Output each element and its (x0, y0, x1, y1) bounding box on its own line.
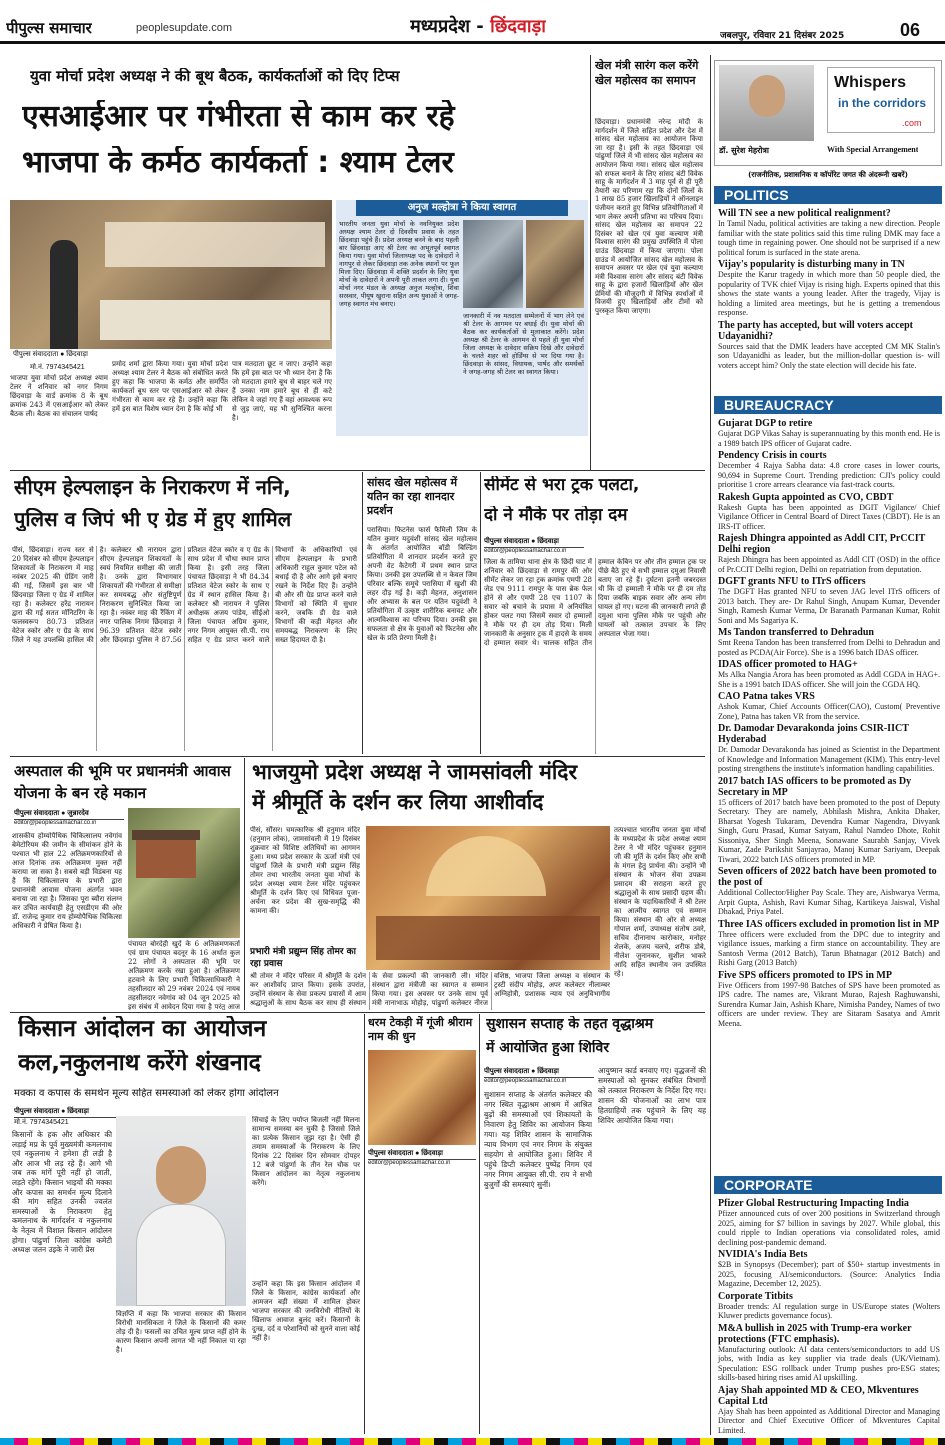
kisan-headline-2: कल,नकुलनाथ करेंगे शंखनाद (18, 1050, 261, 1076)
news-item-text: Ms Alka Nangia Arora has been promoted as Addl CGDA in HAG+. She is a 1991 batch IDAS officer. She will join the CGDA HQ. (718, 670, 940, 689)
corporate-section (714, 1176, 942, 1438)
news-item-text: Three officers were excluded from the DPC due to integrity and vigilance issues, marking a firm stance on accountability. They are Santosh Verma (2012 Batch), Tarun Bhatnagar (2012 Batch) and Rishi Garg (2013 Batch) (718, 929, 940, 967)
column-brand-box (827, 67, 935, 133)
news-item-heading: Gujarat DGP to retire (718, 418, 813, 429)
politics-items (714, 204, 942, 370)
portrait-head (156, 1146, 206, 1204)
news-item-heading: NVIDIA's India Bets (718, 1249, 808, 1260)
news-item-heading: Rajesh Dhingra appointed as Addl CIT, PrCCIT Delhi region (718, 533, 926, 555)
mandir-headline-1: भाजयुमो प्रदेश अध्यक्ष ने जामसांवली मंदिर (252, 760, 578, 784)
kisan-body-3: सिंचाई के लिए पर्याप्त बिजली नहीं मिलना सामान्य समस्या बन चुकी है जिससे जिले का प्रत्येक किसान जूझ रहा है। ऐसी ही तमाम समस्याओं के निराकरण के लिए दिनांक 22 दिसंबर दिन सोमवार दोपहर 12 बजे पांढुर्णा के तीन रेल चौक पर किसान आंदोलन का नेतृत्व नकुलनाथ करेंगे। (252, 1116, 360, 1187)
sidebar-photo-2 (526, 220, 584, 308)
section-state: मध्यप्रदेश (410, 16, 471, 37)
mandir-body-2: श्री तोमर ने मंदिर परिसर में श्रीमूर्ति के दर्शन कर आशीर्वाद प्राप्त किया। इसके उपरांत, उन्होंने संस्थान के सेवा प्रकल्प प्रयासों में आम श्रद्धालुओं के साथ बैठक कर साथ ही संस्थान के सेवा प्रकल्पों की जानकारी ली। मंदिर संस्थान द्वारा मंत्रीजी का स्वागत व सम्मान किया गया। इस अवसर पर उनके साथ पूर्व मंत्री नानाभाऊ मोहोड़, पांढुर्णा कलेक्टर नीरज वशिष्ठ, भाजपा जिला अध्यक्ष व संस्थान के ट्रस्टी संदीप मोहोड़, अपर कलेक्टर नीलाम्बर अग्निहोत्री, प्रशासक न्याय एवं अनुविभागीय (250, 972, 610, 1007)
news-item-heading: Dr. Damodar Devarakonda joins CSIR-IICT Hyderabad (718, 723, 909, 745)
lead-headline-1: एसआईआर पर गंभीरता से काम कर रहे (22, 100, 455, 134)
news-item-text: Rakesh Gupta has been appointed as DGIT Vigilance/ Chief Vigilance Officer in Central Board of Direct Taxes (CBDT). He is an IRS-IT officer. (718, 502, 940, 531)
politics-title: POLITICS (714, 186, 942, 204)
news-item-heading: Vijay's popularity is disturbing many in TN (718, 259, 905, 270)
news-item-heading: Ms Tandon transferred to Dehradun (718, 627, 874, 638)
ashram-body-2: आयुष्मान कार्ड बनवाए गए। वृद्धजनों की समस्याओं को सुनकर संबंधित विभागों को तत्काल निराकरण के निर्देश दिए गए। शासन की योजनाओं का लाभ पात्र हितग्राहियों तक पहुंचाने के लिए यह शिविर आयोजित किया गया। (598, 1066, 706, 1125)
dharam-headline: धरम टेकड़ी में गूंजी श्रीराम नाम की धुन (368, 1016, 473, 1043)
truck-headline-2: दो ने मौके पर तोड़ा दम (484, 506, 628, 525)
news-item-heading: Corporate Titbits (718, 1290, 793, 1302)
corporate-title: CORPORATE (714, 1176, 942, 1194)
news-item-text: Manufacturing outlook: AI data centers/semiconductors to add US jobs, with India as key supplier via trade deals (UK/Vietnam). Speculation: ESG rollback under Trump pushes pro-ESG states; skills-based hiring rises amid AI upskilling. (718, 1344, 940, 1382)
cm-headline-2: पुलिस व जिपं भी ए ग्रेड में हुए शामिल (14, 508, 292, 531)
truck-byline: पीपुल्स संवाददाता ● छिंदवाड़ा (484, 536, 584, 548)
lead-body-col3: पात्र मतदाता छूट न जाए। उन्होंने कहा कि हमें इस बात पर भी ध्यान देना है कि जो मतदाता हमारे बूथ से बाहर चले गए हैं उनका नाम हमारे बूथ से ही कटे लेकिन वे जहां गए हैं वहां आवश्यक रूप से जुड़ जाएं, यह भी सुनिश्चित करना है। (232, 360, 332, 422)
news-item-heading: CAO Patna takes VRS (718, 691, 815, 702)
house-roof (132, 830, 200, 840)
sidebar-head: अनुज मल्होत्रा ने किया स्वागत (356, 200, 568, 216)
news-item-text: Rajesh Dhingra has been appointed as Addl CIT (OSD) in the office of Pr.CCIT Delhi region, Delhi on repatriation from deputation. (718, 555, 940, 574)
news-item-heading: M&A bullish in 2025 with Trump-era worker protections (FTC emphasis). (718, 1322, 912, 1345)
cm-headline-1: सीएम हेल्पलाइन के निराकरण में ननि, (14, 476, 291, 499)
news-item-text: Additional Collector/Higher Pay Scale. They are, Aishwarya Verma, Arpit Gupta, Ashish, Ravi Kumar Sihag, Kartikeya Jaiswal, Vishal Dhakad, Priya Patel. (718, 888, 940, 916)
kisan-photo (116, 1116, 246, 1306)
cm-body: पीसं, छिंदवाड़ा। राज्य स्तर से 20 दिसंबर को सीएम हेल्पलाइन शिकायतों के निराकरण में माह नवंबर 2025 की ग्रेडिंग जारी की गई, जिसमें इस बार भी छिंदवाड़ा जिला ए ग्रेड में शामिल रहा है। कलेक्टर हरेंद्र नारायन द्वारा की गई सतत मॉनिटरिंग के फलस्वरूप 80.73 प्रतिशत वेटेज स्कोर और ए ग्रेड के साथ जिले ने यह उपलब्धि हासिल की है। कलेक्टर श्री नारायन द्वारा सीएम हेल्पलाइन शिकायतों के स्वयं नियमित समीक्षा की जाती है। उनके द्वारा विभागवार शिकायतों की गंभीरता से समीक्षा कर समयबद्ध और संतुष्टिपूर्ण निराकरण सुनिश्चित किया जा रहा है। नवंबर माह की रैंकिंग में नगर पालिक निगम छिंदवाड़ा ने 96.39 प्रतिशत वेटेज स्कोर और छिंदवाड़ा पुलिस ने 87.56 प्रतिशत वेटेज स्कोर व ए ग्रेड के साथ प्रदेश में चौथा स्थान प्राप्त किया है। इसी तरह जिला पंचायत छिंदवाड़ा ने भी 84.34 प्रतिशत वेटेज स्कोर के साथ ए ग्रेड में स्थान हासिल किया है। कलेक्टर श्री नारायन ने पुलिस अधीक्षक अजय पांडेय, सीईओ जिला पंचायत अग्रिम कुमार, नगर निगम आयुक्त सी.पी. राय सहित ए ग्रेड प्राप्त करने वाले विभागों के अधिकारियों एवं सीएम हेल्पलाइन के प्रभारी अधिकारी राहुल कुमार पटेल को बधाई दी है और आगे इसे बनाए रखने के निर्देश दिए हैं। उन्होंने बी और सी ग्रेड प्राप्त करने वाले विभागों को स्थिति में सुधार करने, जबकि डी ग्रेड वाले विभागों की कड़ी मेहनत और समयबद्ध निराकरण के लिए सख्त हिदायत दी है। (12, 546, 357, 644)
dharam-byline: पीपुल्स संवाददाता ● छिंदवाड़ा (368, 1148, 476, 1160)
sidebar-photo-1 (463, 220, 523, 308)
truck-headline-1: सीमेंट से भरा ट्रक पलटा, (484, 476, 640, 495)
section-city: छिंदवाड़ा (490, 16, 546, 37)
hospital-email[interactable]: editor@peoplessamachar.co.in (14, 820, 97, 826)
news-item-text: Despite the Karur tragedy in which more than 50 people died, the popularity of TVK chief Vijay is rising high. Experts opined that this shows the state wants a young leader. After the tragedy, Vijay is holding a limited area meetings, but he is getting a tremendous response. (718, 270, 940, 317)
news-item-heading: The party has accepted, but will voters accept Udayanidhi? (718, 319, 913, 342)
hospital-headline: अस्पताल की भूमि पर प्रधानमंत्री आवास योजना के बन रहे मकान (14, 762, 231, 802)
kisan-mobile: मो.नं. 7974345421 (14, 1119, 69, 1126)
news-item-heading: Pfizer Global Restructuring Impacting India (718, 1198, 909, 1209)
stage-banner (105, 222, 325, 267)
house-structure (136, 838, 196, 878)
ashram-email[interactable]: editor@peoplessamachar.co.in (484, 1078, 567, 1084)
lead-sidebar (336, 200, 588, 436)
news-item-heading: DGFT grants NFU to ITrS officers (718, 576, 866, 587)
hospital-byline: पीपुल्स संवाददाता ● जुन्नारदेव (14, 808, 124, 820)
hospital-photo (128, 808, 240, 938)
truck-email[interactable]: editor@peoplessamachar.co.in (484, 548, 567, 554)
section-title: मध्यप्रदेश - छिंदवाड़ा (410, 16, 546, 37)
mandir-photo (366, 826, 610, 970)
news-item-text: Gujarat DGP Vikas Sahay is superannuating by this month end. He is a 1989 batch IPS officer of Gujarat cadre. (718, 429, 940, 448)
sports-headline: खेल मंत्री सारंग कल करेंगे खेल महोत्सव का समापन (595, 59, 699, 87)
speaker-figure (50, 240, 78, 350)
news-item-text: The DGFT Has granted NFU to seven JAG level ITrS officers of 2013 batch. They are- Dr Rahul Singh, Anupam Kumar, Devender Singh, Ramesh Kumar Verma, Dr Baranath Parmanan Kumar, Rohit Soni and Ms Sagariya K. (718, 587, 940, 625)
kisan-subhead: मक्का व कपास के समर्थन मूल्य सहित समस्याओं को लेकर होगा आंदोलन (14, 1088, 279, 1099)
lead-kicker: युवा मोर्चा प्रदेश अध्यक्ष ने की बूथ बैठक, कार्यकर्ताओं को दिए टिप्स (30, 68, 400, 85)
news-item-heading: 2017 batch IAS officers to be promoted as Dy Secretary in MP (718, 775, 912, 798)
lead-photo-caption: पीपुल्स संवाददाता ● छिंदवाड़ा (10, 349, 332, 360)
dharam-photo (368, 1050, 476, 1145)
news-item-text: 15 officers of 2017 batch have been promoted to the post of Deputy Secretary. They are namely, Abhilash Mishra, Ankita Dhaker, Bharsat Yogesh Tukaram, Devendra Kumar Nagendra, Divyank Singh, Guru Prasad, Kumar Satyam, Rahul Namdeo Dhote, Rohit Sissoniya, Sher Singh Meena, Sonawane Saurabh Sanjay, Vivek Kumar, Zade Parikshit Sanjayrao, Manoj Kumar Sariyam, Deepak Tiwari, 2022 batch IAS officers promoted in MP. (718, 797, 940, 864)
column-brand-3: .com (902, 118, 922, 128)
dateline: जबलपुर, रविवार 21 दिसंबर 2025 (720, 31, 845, 41)
news-item-text: Pfizer announced cuts of over 200 positions in Switzerland through 2025, aiming for $7 billion in savings by 2027. While global, this could ripple to Indian operations via consolidated roles, amid declining post-pandemic demand. (718, 1209, 940, 1247)
ashram-headline-1: सुशासन सप्ताह के तहत वृद्धाश्रम (486, 1016, 654, 1032)
corporate-items (714, 1194, 942, 1435)
sidebar-text-1: भारतीय जनता युवा मोर्चा के नवनियुक्त प्रदेश अध्यक्ष श्याम टेलर दो दिवसीय प्रवास के तहत छिंदवाड़ा पहुंचे हैं। प्रदेश अध्यक्ष बनने के बाद पहली बार छिंदवाड़ा आए श्री टेलर का अभूतपूर्व स्वागत किया गया। युवा मोर्चा जिलाध्यक्ष पद के दावेदारों ने नागपुर से लेकर छिंदवाड़ा तक अनेक स्थानों पर फूल मिला दिए। छिंदवाड़ा में शक्ति प्रदर्शन के लिए युवा मोर्चा के दावेदारों ने अपनी पूरी ताकत लगा दी। युवा मोर्चा नगर मंडल के अध्यक्ष अनुज मल्होत्रा, शिवा सरस्वार, पीयूष खुराना सहित अन्य युवाओं ने जगह-जगह स्वागत मंच बनाए। (339, 220, 459, 308)
kisan-headline-1: किसान आंदोलन का आयोजन (18, 1016, 267, 1042)
news-item-heading: Pendency Crisis in courts (718, 450, 827, 461)
news-item-text: Five Officers from 1997-98 Batches of SPS have been promoted as IPS cadre. The names are, Vikrant Murao, Rajesh Raghuwanshi, Surendra Kumar Jain, Ashish Khare, Nimisha Pandey, Names of two officers are under review. They are Sitaram Sasatya and Amrit Meena. (718, 980, 940, 1028)
whispers-box (714, 60, 942, 166)
news-item-text: Sources said that the DMK leaders have accepted CM MK Stalin's son Udayanidhi as leader, but the million-dollar question is- will voters accept him? Only the state election will decide his fate. (718, 341, 940, 370)
bureaucracy-title: BUREAUCRACY (714, 396, 942, 414)
column-brand-2: in the corridors (838, 96, 927, 110)
paper-logo: पीपुल्स समाचार (6, 19, 92, 37)
website-link[interactable]: peoplesupdate.com (136, 22, 233, 34)
column-brand-1: Whispers (834, 74, 907, 91)
mandir-body-3: तत्पश्चात भारतीय जनता युवा मोर्चा के मध्यप्रदेश के प्रदेश अध्यक्ष श्याम टेलर ने भी मंदिर पहुंचकर हनुमान जी की मूर्ति के दर्शन किए और सभी के मंगल हेतु प्रार्थना की। उन्होंने भी संस्थान के भोजन सेवा उपक्रम प्रसादम की सराहना करते हुए श्रद्धालुओं के साथ प्रसादी ग्रहण की। संस्थान के पदाधिकारियों ने श्री टेलर का आत्मीय स्वागत एवं सम्मान किया। संस्थान की ओर से अध्यक्ष गोपाल शर्मा, उपाध्यक्ष संतोष ठवरे, सचिव दीनानाथ कारोकार, मनोहर शेलके, अजय चलचे, शरीफ डोबे, नीलेश जुनानकर, सुशील भाकरे आदि सहित स्थानीय जन उपस्थित रहे। (614, 826, 706, 978)
politics-section (714, 186, 942, 396)
lead-body-col2: प्रमोद शर्मा द्वारा किया गया। युवा मोर्चा प्रदेश अध्यक्ष श्याम टेलर ने बैठक को संबोधित करते हुए कहा कि भाजपा के कर्मठ और समर्पित कार्यकर्ता बूथ स्तर पर एसआईआर को लेकर गंभीरता से काम कर रहे हैं। उन्होंने कहा कि हमें इस बात विशेष ध्यान देना है कि कोई भी (112, 360, 228, 413)
mahotsav-headline: सांसद खेल महोत्सव में यतिन का रहा शानदार प्रदर्शन (367, 476, 458, 517)
news-item-heading: Seven officers of 2022 batch have been promoted to the post of (718, 866, 937, 888)
temple-arch (426, 836, 546, 896)
mandir-headline-2: में श्रीमूर्ति के दर्शन कर लिया आशीर्वाद (252, 790, 544, 814)
kisan-byline: पीपुल्स संवाददाता ● छिंदवाड़ा (14, 1106, 124, 1118)
columnist-face (749, 75, 785, 117)
lead-photo (10, 200, 332, 360)
news-item-heading: Rakesh Gupta appointed as CVO, CBDT (718, 491, 894, 503)
mahotsav-body: परासिया। फिटनेस फार्स फैमिली जिम के यतिन कुमार यदुवंशी सांसद खेल महोत्सव के अंतर्गत आयोजित बॉडी बिल्डिंग प्रतियोगिता में शानदार प्रदर्शन करते हुए अपनी वेट कैटेगरी में प्रथम स्थान प्राप्त किया। उनकी इस उपलब्धि से न केवल जिम परिवार बल्कि समूचे परासिया में खुशी की लहर दौड़ गई है। कड़ी मेहनत, अनुशासन और अभ्यास के बल पर यतिन यदुवंशी ने प्रतियोगिता में उत्कृष्ट शारीरिक बनावट और आत्मविश्वास का परिचय दिया। उनकी इस सफलता से क्षेत्र के युवाओं को फिटनेस और खेल के प्रति प्रेरणा मिली है। (367, 526, 477, 642)
news-item-text: Broader trends: AI regulation surge in US/Europe states (Wolters Kluwer predicts governance focus). (718, 1301, 940, 1320)
columnist-photo (719, 65, 814, 141)
kisan-body-1: किसानों के हक और अधिकार की लड़ाई मप्र के पूर्व मुख्यमंत्री कमलनाथ एवं नकुलनाथ ने हमेशा ही लड़ी है और आज भी लड़ रहे हैं। आगे भी जब तक मांगें पूरी नहीं हो जाती, लड़ते रहेंगे। किसान भाइयों की मक्का और कपास का समर्थन मूल्य दिलाने की मांग सहित उनकी ज्वलंत समस्याओं के निराकरण हेतु कमलनाथ के मार्गदर्शन व नकुलनाथ के नेतृत्व में विशाल किसान आंदोलन होगा। पांढुर्णा जिला कांग्रेस कमेटी अध्यक्ष जतन उइके ने जारी प्रेस (12, 1130, 112, 1255)
news-item-heading: Three IAS officers excluded in promotion list in MP (718, 918, 940, 930)
masthead (0, 0, 945, 44)
news-item-text: Dr. Damodar Devarakonda has joined as Scientist in the Department of Knowledge and Information Management (KIM). This entry-level posting strengthens the institute's information handling capabilities. (718, 745, 940, 773)
news-item-text: $2B in Synopsys (December); part of $50+ startup investments in 2025, focusing AI/semiconductors. (Source: Analytics India Magazine, December 12, 2025). (718, 1260, 940, 1288)
ashram-body-1: सुशासन सप्ताह के अंतर्गत कलेक्टर की नगर स्थित वृद्धाश्रम आश्रम में आश्रित बुढ़ों की समस्याओं एवं शिकायतों के निवारण हेतु शिविर का आयोजन किया गया। यह शिविर शासन के सामाजिक न्याय विभाग एवं नगर निगम के संयुक्त सहयोग से आयोजित हुआ। शिविर में पहुंचे डिप्टी कलेक्टर पुष्पेंद्र निगम एवं नगर निगम आयुक्त सी.पी. राय ने सभी बुजुर्गों की समस्याएं सुनीं। (484, 1090, 592, 1189)
sports-body: छिंदवाड़ा। प्रधानमंत्री नरेन्द्र मोदी के मार्गदर्शन में जिले सहित प्रदेश और देश में सांसद खेल महोत्सव का आयोजन किया जा रहा है। इसी के तहत छिंदवाड़ा एवं पांढुर्णा जिले में भी सांसद खेल महोत्सव का आयोजन किया गया। सांसद खेल महोत्सव को सफल बनाने के लिए सांसद बंटी विवेक साहू के मार्गदर्शन में 3 माह पूर्व से ही पूरी तैयारी का परिणाम रहा कि दोनों जिलों के 1 लाख 85 हजार खिलाड़ियों ने ऑनलाइन पंजीयन कराते हुए विभिन्न प्रतियोगिताओं में भाग लेकर अपनी प्रतिभा का परिचय दिया। सांसद खेल महोत्सव का समापन 22 दिसंबर को खेल एवं युवा कल्याण मंत्री विश्वास सारंग की प्रमुख उपस्थिति में पोला ग्राउंड छिंदवाड़ा में किया जाएगा। पोला ग्राउंड में आयोजित सांसद खेल महोत्सव के समापन अवसर पर खेल एवं युवा कल्याण मंत्री विश्वास सारंग और सांसद बंटी विवेक साहू के द्वारा हजारों खिलाड़ियों और खेल प्रेमियों की मौजूदगी में विभिन्न स्पर्धाओं में विजयी हुए खिलाड़ियों और टीमों को पुरस्कृत किया जाएगा। (595, 118, 703, 316)
news-item-heading: Will TN see a new political realignment? (718, 208, 891, 219)
stage-table (100, 300, 330, 340)
hospital-body-2: पंचायत बोरदेही खुर्द के 6 अतिक्रमणकर्ता एवं ग्राम पंचायत बदनूर के 16 अर्थात कुल 22 लोगों ने अस्पताल की भूमि पर अतिक्रमण करके रखा हुआ है। अतिक्रमण हटवाने के लिए प्रभारी चिकित्साधिकारी ने तहसीलदार को 29 नवंबर 2024 एवं नायब तहसीलदार नवेगांव को 04 जून 2025 को इस संबंध में आवेदन दिया गया है परंतु आज (128, 940, 240, 1010)
ashram-headline-2: में आयोजित हुआ शिविर (486, 1040, 610, 1056)
news-item-heading: Five SPS officers promoted to IPS in MP (718, 969, 892, 981)
ashram-byline: पीपुल्स संवाददाता ● छिंदवाड़ा (484, 1066, 594, 1078)
arrangement-label: With Special Arrangement (827, 145, 919, 154)
news-item-text: Ajay Shah has been appointed as Additional Director and Managing Director and Chief Executive Officer of Mkventures Capital Limited. (718, 1406, 940, 1435)
kisan-body-2: विज्ञप्ति में कहा कि भाजपा सरकार की किसान विरोधी मानसिकता ने जिले के किसानों की कमर तोड़ दी है। फसलों का उचित मूल्य प्राप्त नहीं होने के कारण किसान अपनी लागत भी नहीं निकाल पा रहा है। (116, 1310, 246, 1354)
lead-mobile: मो.नं. 7974345421 (30, 364, 85, 371)
news-item-heading: Ajay Shah appointed MD & CEO, Mkventures Capital Ltd (718, 1384, 919, 1407)
sidebar-text-2: जानकारी में नव मतदाता सम्मेलनों में भाग लेने एवं श्री टेलर के आगमन पर बधाई दी। युवा मोर्चा की बैठक कर कार्यकर्ताओं से मुलाकात करेंगे। प्रदेश अध्यक्ष श्री टेलर के आगमन से पहले ही युवा मोर्चा जिला अध्यक्ष के दावेदार सक्रिय दिखे और दावेदारों के चलते शहर को होर्डिंग्स से भर दिया गया है। छिंदवाड़ा के सांसद, विधायक, पार्षद और समर्थकों ने जगह-जगह श्री टेलर का स्वागत किया। (463, 312, 584, 376)
bureaucracy-section (714, 396, 942, 1176)
truck-body: जिला के तामिया थाना क्षेत्र के छिंदी घाट में शनिवार को छिंदवाड़ा से रामपुर की ओर सीमेंट लेकर जा रहा ट्रक क्रमांक एमपी 28 जेड एच 9111 रामपुर के पास ब्रेक फेल होने से और एमपी 28 एच 1107 के सवार को बचाने के प्रयास में अनियंत्रित होकर पलट गया जिसमें सवार दो हम्मालों ने मौके पर ही दम तोड़ दिया। मिली जानकारी के अनुसार ट्रक में हादसे के समय दो हम्माल सवार थे। चालक सहित तीन हम्माल केबिन पर और तीन हम्माल ट्रक पर पीछे बैठे हुए थे सभी हम्माल दमुआ निवासी बताए जा रहे हैं। दुर्घटना इतनी जबरदस्त थी कि दो हम्माली ने मौके पर ही दम तोड़ दिया जबकि बाइक सवार और अन्य लोग घायल हो गए। घटना की जानकारी लगते ही दमुआ थाना पुलिस मौके पर पहुंची और घायलों को तत्काल उपचार के लिए अस्पताल भेजा गया। (484, 558, 706, 647)
news-item-text: December 4 Rajya Sabha data: 4.8 crore cases in lower courts, 90,694 in Supreme Court. Trending prediction: CJI's policy could prioritise 1 crore arrears clearance via fast-track courts. (718, 461, 940, 489)
portrait-body (136, 1204, 226, 1306)
news-item-text: Smt Reena Tandon has been transferred from Delhi to Dehradun and posted as PCDA(Air Force). She is a 1996 batch IDAS officer. (718, 638, 940, 657)
lead-body-col1: भाजपा युवा मोर्चा प्रदेश अध्यक्ष श्याम टेलर ने शनिवार को नगर निगम छिंदवाड़ा के वार्ड क्रमांक 8 के बूथ क्रमांक 243 में एसआईआर को लेकर बैठक ली। बैठक का संचालन पार्षद (10, 374, 108, 418)
news-item-text: In Tamil Nadu, political activities are taking a new direction. People familiar with the state politics said this time ruling DMK may face a tough time in regaining power. One should not be surprised if a new political forum is surfaced in the state arena. (718, 219, 940, 257)
print-color-bar (0, 1438, 945, 1445)
dharam-email[interactable]: editor@peoplessamachar.co.in (368, 1160, 451, 1166)
columnist-name: डॉ. सुरेश मेहरोत्रा (719, 146, 769, 155)
hospital-body-1: शासकीय होम्योपैथिक चिकित्सालय नवेगांव बेमेटोरियम की जमीन के सीमांकन होने के पश्चात भी हाल 22 अतिक्रमणकारियों से आज दिनांक तक अतिक्रमण मुक्त नहीं कराया जा सका है। सबसे बड़ी विडंबना यह है कि चिकित्सालय के प्रभारी द्वारा प्रधानमंत्री आवास योजना अंतर्गत भवन बनाया जा रहा है। जिसका पूरा ब्यौरा संलग्न कर उचित कार्यवाही हेतु एसडीएम की ओर डॉ. राजेन्द्र कुमार राय होम्योपैथिक चिकित्सा अधिकारी ने प्रेषित किया है। (12, 832, 122, 930)
devotees-row (376, 916, 600, 960)
page-number: 06 (900, 20, 921, 40)
news-item-text: Ashok Kumar, Chief Accounts Officer(CAO), Custom( Preventive Zone), Patna has taken VR from the service. (718, 702, 940, 721)
mandir-subhead: प्रभारी मंत्री प्रद्युम्न सिंह तोमर का रहा प्रवास (250, 947, 356, 969)
news-item-heading: IDAS officer promoted to HAG+ (718, 659, 858, 670)
mandir-body-1: पीसं, सौंसर। चमत्कारिक श्री हनुमान मंदिर (हनुमान लोक), जामसांवली में 19 दिसंबर शुक्रवार को विशिष्ट अतिथियों का आगमन हुआ। मध्य प्रदेश सरकार के ऊर्जा मंत्री एवं पांढुर्णा जिले के प्रभारी मंत्री प्रद्युम्न सिंह तोमर तथा भारतीय जनता युवा मोर्चा के प्रदेश अध्यक्ष श्याम टेलर मंदिर पहुंचकर श्रीमूर्ति के दर्शन किए एवं विधिवत पूजा-अर्चना कर प्रदेश की सुख-समृद्धि की कामना की। (250, 826, 360, 915)
kisan-body-4: उन्होंने कहा कि इस किसान आंदोलन में जिले के किसान, कांग्रेस कार्यकर्ता और आमजन बड़ी संख्या में शामिल होकर भाजपा सरकार की जनविरोधी नीतियों के खिलाफ आवाज बुलंद करें। किसानों के दुःख, दर्द व परेशानियों को सुनने वाला कोई नहीं है। (252, 1280, 360, 1342)
lead-headline-2: भाजपा के कर्मठ कार्यकर्ता : श्याम टेलर (22, 146, 454, 180)
column-tagline: (राजनीतिक, प्रशासनिक व कॉर्पोरेट जगत की अंदरूनी खबरें) (748, 170, 908, 179)
bureaucracy-items (714, 414, 942, 1028)
